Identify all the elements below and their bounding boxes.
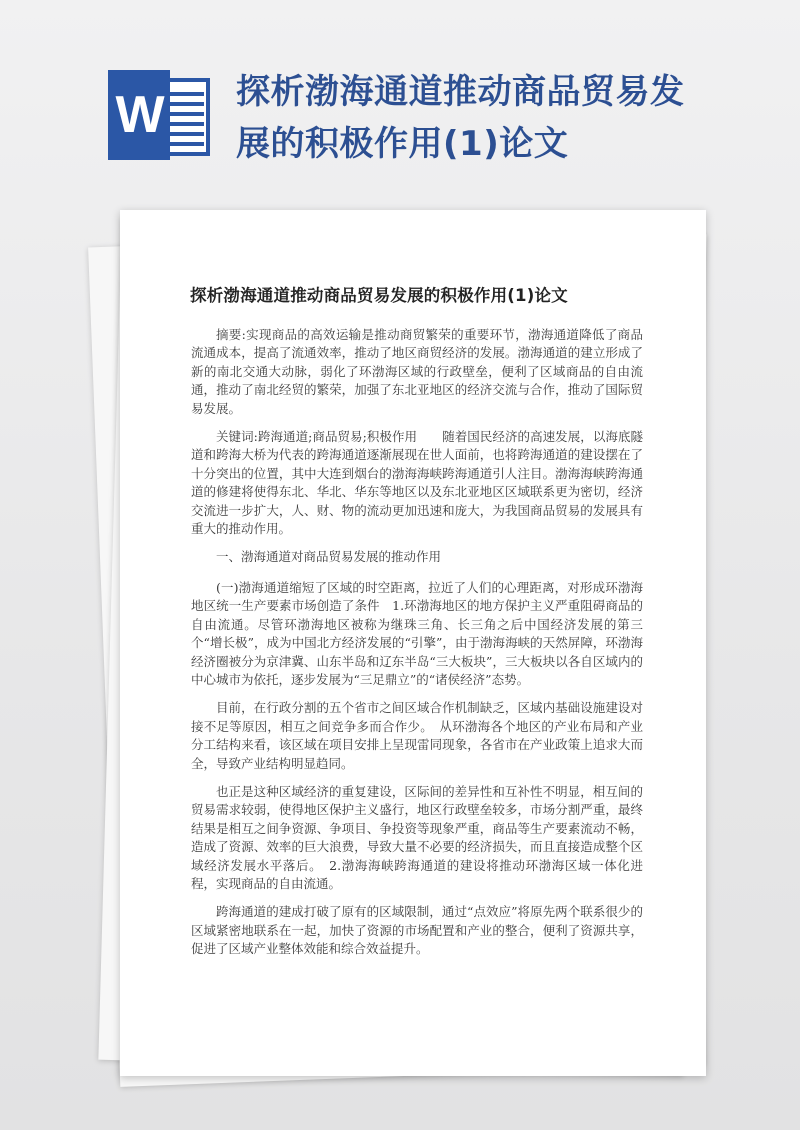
body-paragraph: 跨海通道的建成打破了原有的区域限制，通过“点效应”将原先两个联系很少的区域紧密地联系在一起，加快了资源的市场配置和产业的整合，便利了资源共享，促进了区域产业整体效能和综合效益提升。 (191, 904, 643, 957)
document-title: 探析渤海通道推动商品贸易发展的积极作用(1)论文 (190, 286, 568, 305)
header-title: 探析渤海通道推动商品贸易发展的积极作用(1)论文 (236, 72, 685, 164)
document-page (120, 210, 706, 1076)
word-document-icon (108, 70, 214, 160)
word-logo-line (166, 102, 204, 106)
body-paragraph: 也正是这种区域经济的重复建设，区际间的差异性和互补性不明显，相互间的贸易需求较弱，使得地区保护主义盛行，地区行政壁垒较多，市场分割严重，最终结果是相互之间争资源、争项目、争投资等现象严重，商品等生产要素流动不畅，造成了资源、效率的巨大浪费，导致大量不必要的经济损失，而且直接造成整个区域经济发展水平落后。 2.渤海海峡跨海通道的建设将推动环渤海区域一体化进程，实现商品的自由流通。 (191, 783, 643, 891)
body-paragraph: (一)渤海通道缩短了区域的时空距离，拉近了人们的心理距离，对形成环渤海地区统一生产要素市场创造了条件 1.环渤海地区的地方保护主义严重阻碍商品的自由流通。尽管环渤海地区被称为继珠三角、长三角之后中国经济发展的第三个“增长极”，成为中国北方经济发展的“引擎”，由于渤海海峡的天然屏障，环渤海经济圈被分为京津冀、山东半岛和辽东半岛“三大板块”，三大板块以各自区域内的中心城市为依托，逐步发展为“三足鼎立”的“诸侯经济”态势。 (191, 579, 643, 687)
word-logo-line (166, 112, 204, 116)
document-body (191, 326, 643, 969)
word-logo-line (166, 122, 204, 126)
word-logo-line (166, 92, 204, 96)
section-heading: 一、渤海通道对商品贸易发展的推动作用 (216, 549, 442, 565)
word-logo-line (166, 132, 204, 136)
word-logo-letter: W (108, 70, 170, 160)
word-logo-line (166, 142, 204, 146)
abstract-paragraph: 摘要:实现商品的高效运输是推动商贸繁荣的重要环节，渤海通道降低了商品流通成本，提高了流通效率，推动了地区商贸经济的发展。渤海通道的建立形成了新的南北交通大动脉，弱化了环渤海区域的行政壁垒，便利了区域商品的自由流通，推动了南北经贸的繁荣，加强了东北亚地区的经济交流与合作，推动了国际贸易发展。 (191, 327, 643, 416)
keywords-paragraph: 关键词:跨海通道;商品贸易;积极作用 随着国民经济的高速发展，以海底隧道和跨海大桥为代表的跨海通道逐渐展现在世人面前，也将跨海通道的建设摆在了十分突出的位置，其中大连到烟台的渤海海峡跨海通道引人注目。渤海海峡跨海通道的修建将使得东北、华北、华东等地区以及东北亚地区区域联系更为密切，经济交流进一步扩大，人、财、物的流动更加迅速和庞大，为我国商品贸易的发展具有重大的推动作用。 (191, 429, 643, 537)
body-paragraph: 目前，在行政分割的五个省市之间区域合作机制缺乏，区域内基础设施建设对接不足等原因，相互之间竞争多而合作少。 从环渤海各个地区的产业布局和产业分工结构来看，该区域在项目安排上呈现雷同现象，各省市在产业政策上追求大而全，导致产业结构明显趋同。 (191, 700, 643, 771)
